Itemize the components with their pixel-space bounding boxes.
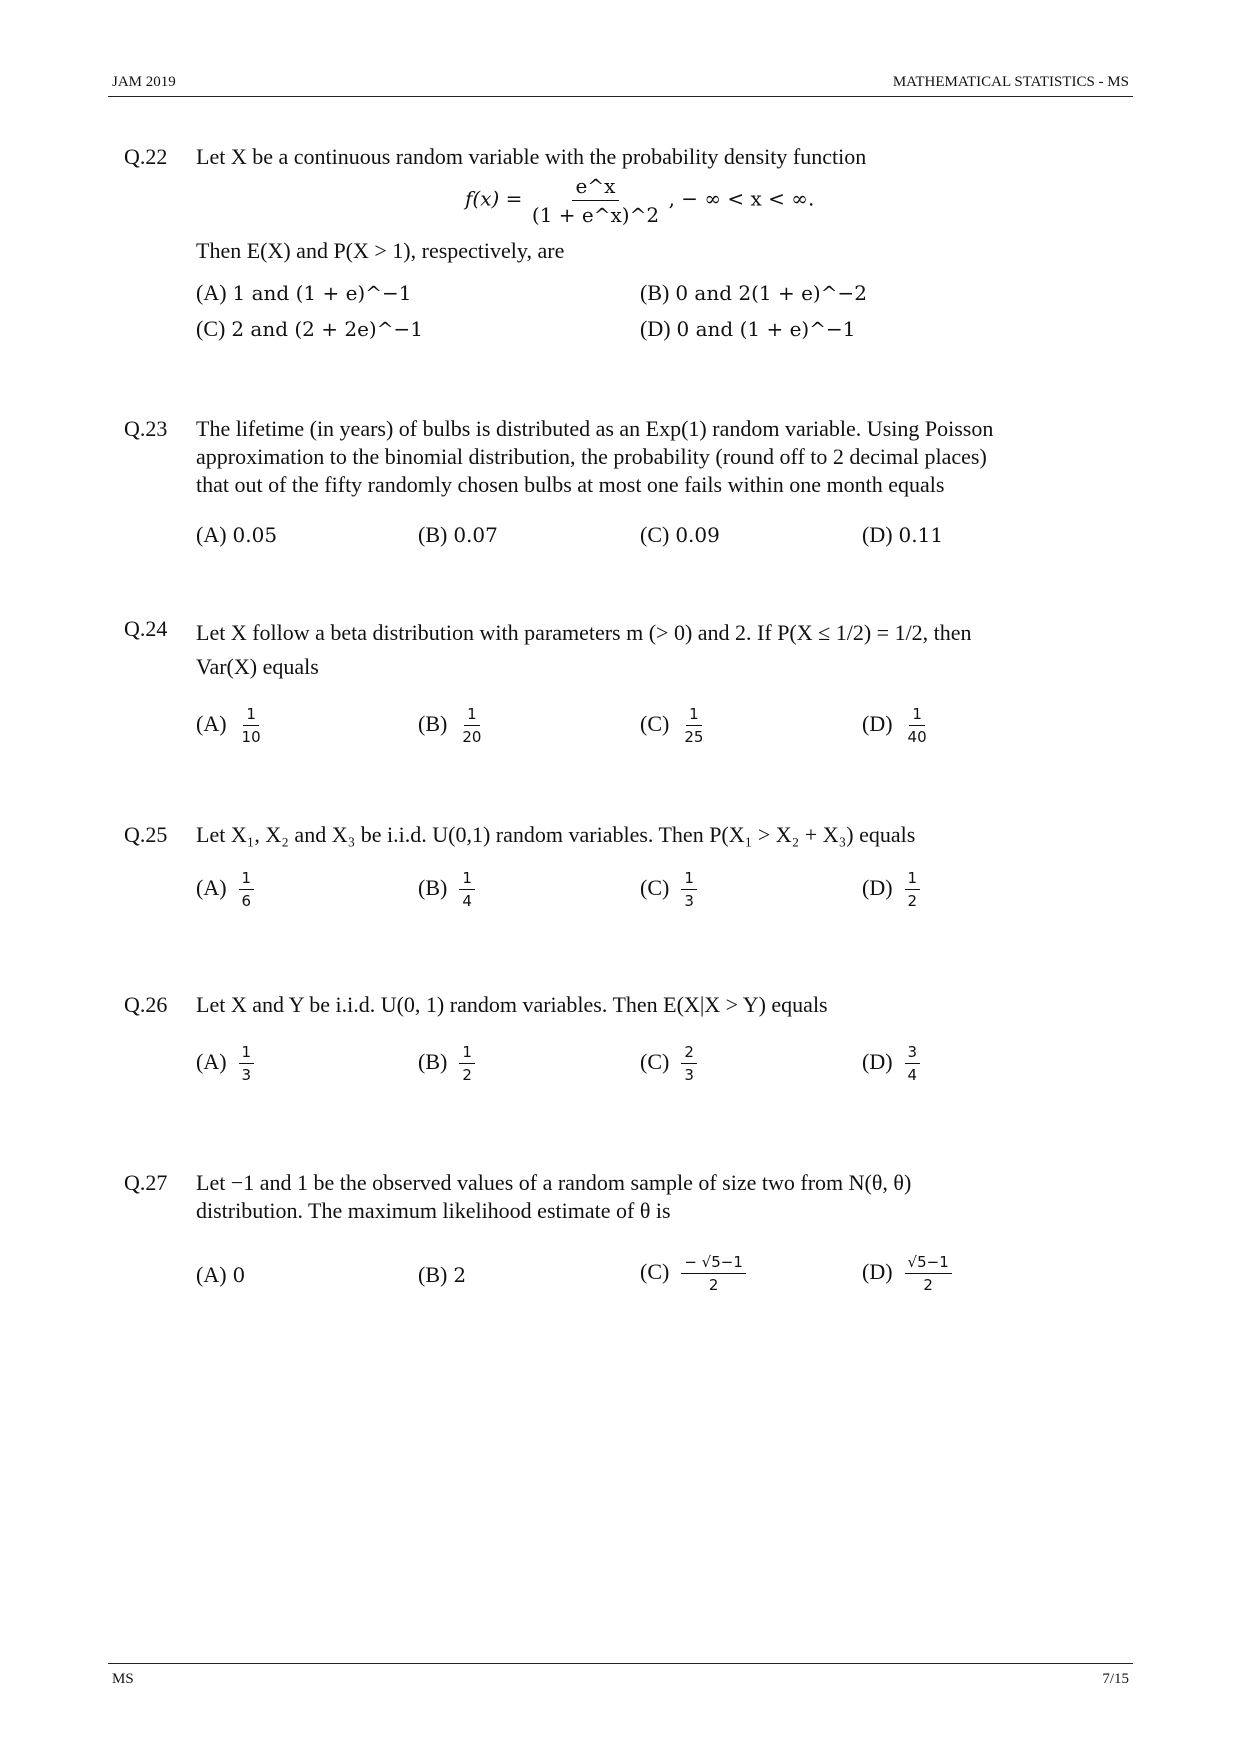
question-line-3: that out of the fifty randomly chosen bulbs at most one fails within one month equals [196,472,945,497]
question-tail: Then E(X) and P(X > 1), respectively, are [196,238,565,263]
option-c: (C) 2 and (2 + 2e)^−1 [196,316,423,341]
option-b: (B) 0 and 2(1 + e)^−2 [640,280,867,305]
option-a: (A) $\frac{1}{6}$ [196,870,254,910]
formula-denominator: (1 + e^x)^2 [531,203,660,227]
option-c: (C) 0.09 [640,522,720,547]
option-a: (A) $\frac{1}{3}$ [196,1044,254,1084]
header-exam-name: JAM 2019 [112,74,176,90]
footer-paper-code: MS [112,1671,134,1687]
option-b: (B) $\frac{1}{20}$ [418,705,482,746]
option-c: (C) $\frac{- √5-1}{2}$ [640,1254,746,1294]
option-a: (A) 1 and (1 + e)^−1 [196,280,412,305]
option-d: (D) $\frac{1}{2}$ [862,870,920,910]
question-line-1: Let −1 and 1 be the observed values of a random sample of size two from N(θ, θ) [196,1170,912,1195]
option-b: (B) $\frac{1}{2}$ [418,1044,475,1084]
option-c: (C) $\frac{1}{25}$ [640,705,704,746]
option-c: (C) $\frac{1}{3}$ [640,870,697,910]
question-line-1: The lifetime (in years) of bulbs is distributed as an Exp(1) random variable. Using Poisson [196,416,994,441]
question-stem: Let X₁, X₂ and X₃ be i.i.d. U(0,1) random variables. Then P(X₁ > X₂ + X₃) equals [196,822,916,847]
question-number: Q.26 [124,992,168,1017]
header-paper-name: MATHEMATICAL STATISTICS - MS [892,74,1129,90]
question-stem: Let X and Y be i.i.d. U(0, 1) random variables. Then E(X|X > Y) equals [196,992,828,1017]
header-rule [108,96,1133,97]
pdf-formula [465,174,814,227]
footer-rule [108,1663,1133,1664]
question-line-2: Var(X) equals [196,654,319,679]
formula-lhs: f(x) = [465,186,523,211]
option-d: (D) 0 and (1 + e)^−1 [640,316,856,341]
option-b: (B) 0.07 [418,522,498,547]
option-b: (B) $\frac{1}{4}$ [418,870,475,910]
formula-domain: , − ∞ < x < ∞. [668,186,815,211]
option-a: (A) $\frac{1}{10}$ [196,705,261,746]
question-number: Q.23 [124,416,168,441]
formula-numerator: e^x [572,174,620,201]
question-line-2: distribution. The maximum likelihood estimate of θ is [196,1198,671,1223]
question-number: Q.24 [124,616,168,641]
option-a: (A) 0.05 [196,522,278,547]
option-b: (B) 2 [418,1262,467,1287]
question-number: Q.25 [124,822,168,847]
option-c: (C) $\frac{2}{3}$ [640,1044,697,1084]
option-a: (A) 0 [196,1262,246,1287]
formula-fraction [528,174,663,227]
question-number: Q.22 [124,144,168,169]
option-d: (D) $\frac{3}{4}$ [862,1044,920,1084]
question-number: Q.27 [124,1170,168,1195]
question-line-1: Let X follow a beta distribution with parameters m (> 0) and 2. If P(X ≤ 1/2) = 1/2, then [196,620,972,645]
footer-page-number: 7/15 [1102,1671,1129,1687]
option-d: (D) $\frac{1}{40}$ [862,705,927,746]
question-stem: Let X be a continuous random variable with the probability density function [196,144,867,169]
question-line-2: approximation to the binomial distribution, the probability (round off to 2 decimal places) [196,444,987,469]
option-d: (D) 0.11 [862,522,944,547]
option-d: (D) $\frac{√5-1}{2}$ [862,1254,952,1294]
